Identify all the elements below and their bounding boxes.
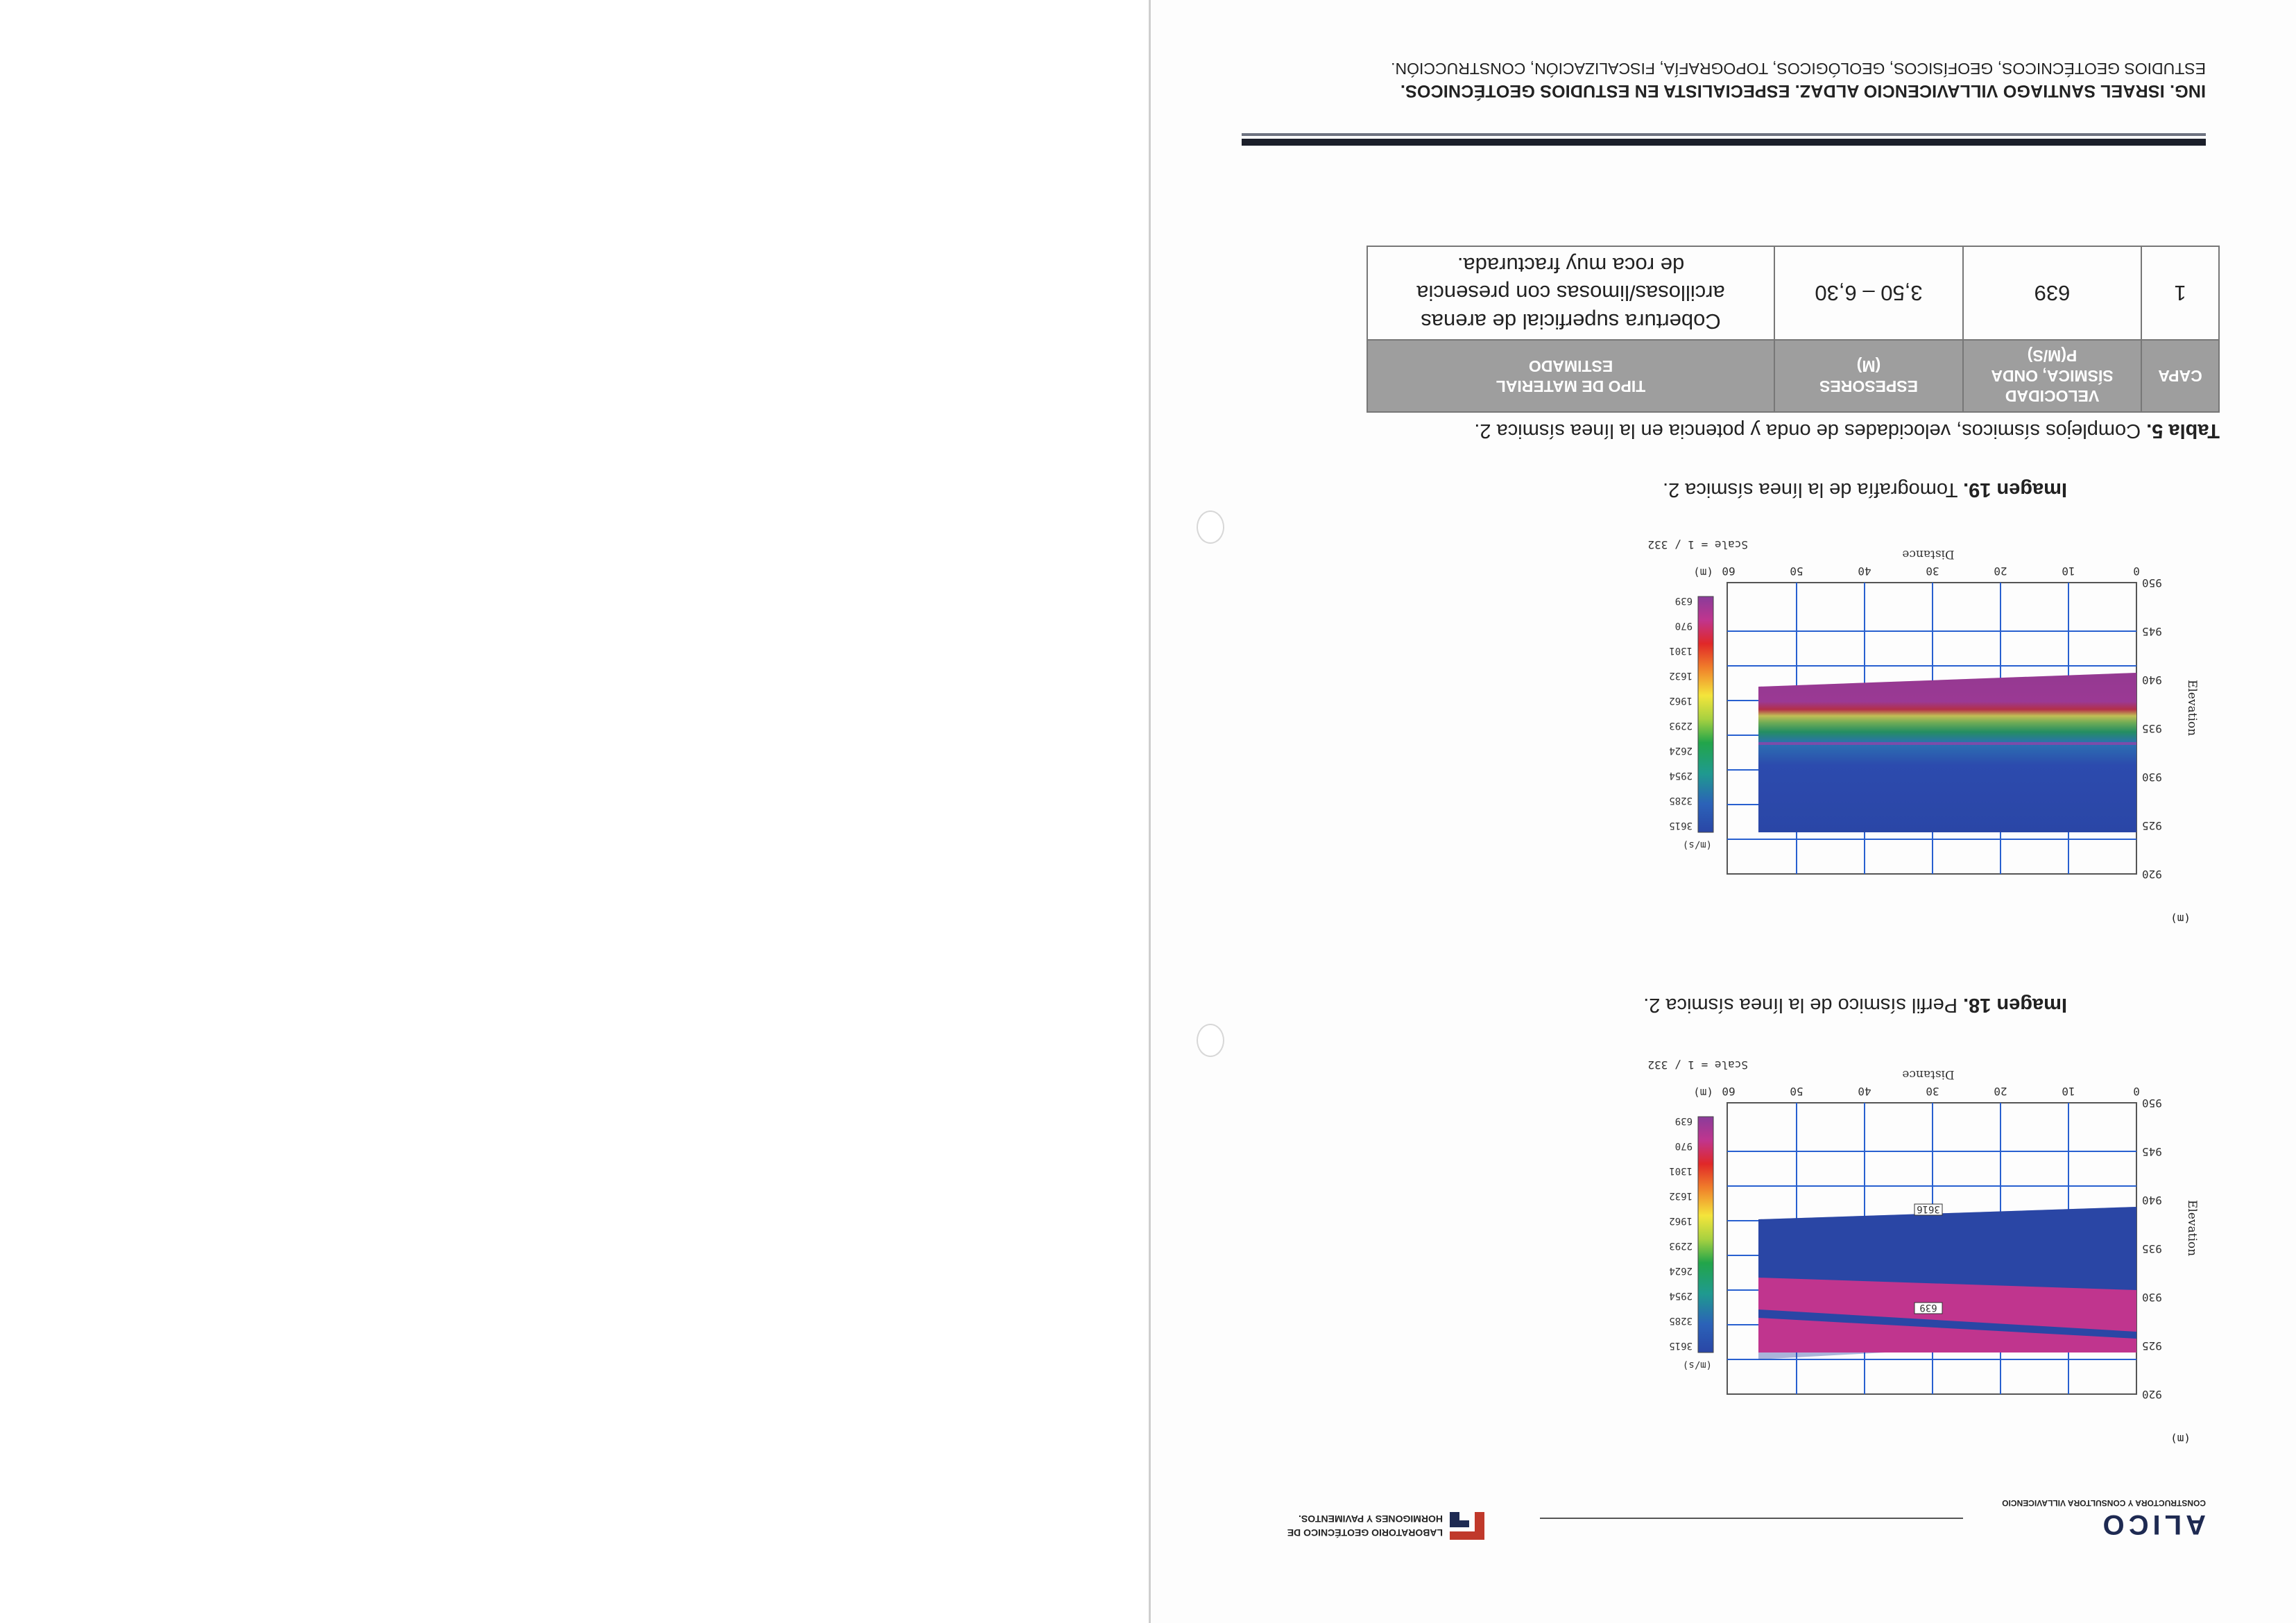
y-tick: 940 bbox=[2142, 673, 2162, 687]
y-tick: 930 bbox=[2142, 1291, 2162, 1304]
tomo-x-ticks bbox=[1722, 565, 2139, 578]
header-services: ESTUDIOS GEOTÉCNICOS, GEOFÍSICOS, GEOLÓGICOS, TOPOGRAFÍA, FISCALIZACIÓN, CONSTRUCCIÓN. bbox=[1391, 60, 2206, 78]
x-tick: 0 bbox=[2133, 1085, 2140, 1098]
legend-value: 2954 bbox=[1669, 1290, 1693, 1301]
legend-value: 3285 bbox=[1669, 795, 1693, 806]
x-tick: 0 bbox=[2133, 565, 2140, 578]
y-tick: 920 bbox=[2142, 868, 2162, 881]
profile-label-upper: 3616 bbox=[1917, 1203, 1940, 1214]
legend-value: 1962 bbox=[1669, 1215, 1693, 1226]
rotated-sheet bbox=[1151, 0, 2296, 1623]
tomography-figure bbox=[1647, 520, 2162, 929]
x-tick: 10 bbox=[2062, 565, 2075, 578]
x-tick: 60 bbox=[1722, 1085, 1736, 1098]
tomo-overlay bbox=[1758, 673, 2136, 832]
y-tick: 935 bbox=[2142, 1242, 2162, 1255]
y-tick: 925 bbox=[2142, 819, 2162, 832]
legend-value: 639 bbox=[1674, 1115, 1693, 1126]
figure-19-caption: Imagen 19. Tomografía de la línea sísmica 2. bbox=[1663, 479, 2067, 501]
profile-y-ticks bbox=[2142, 1097, 2162, 1401]
elevation-label-wrap bbox=[2178, 680, 2199, 737]
footer-left-line2: HORMIGONES Y PAVIMENTOS. bbox=[1299, 1513, 1443, 1525]
cell-velocidad: 639 bbox=[1963, 246, 2141, 340]
x-tick: 10 bbox=[2062, 1085, 2075, 1098]
scale-label: Scale = 1 / 332 bbox=[1647, 1058, 1748, 1072]
table-header-row bbox=[1367, 340, 2219, 412]
footer-right-line1: CONSTRUCTORA Y CONSULTORA VILLAVICENCIO bbox=[2002, 1498, 2206, 1508]
y-tick: 950 bbox=[2142, 576, 2162, 590]
legend-value: 970 bbox=[1674, 1140, 1693, 1151]
x-tick: 60 bbox=[1722, 565, 1736, 578]
x-unit: (m) bbox=[1693, 566, 1713, 579]
y-unit: (m) bbox=[2170, 912, 2191, 925]
table-5 bbox=[1367, 246, 2220, 413]
header-rule bbox=[1242, 133, 2206, 136]
x-unit: (m) bbox=[1693, 1086, 1713, 1099]
y-tick: 920 bbox=[2142, 1388, 2162, 1401]
x-tick: 20 bbox=[1994, 1085, 2007, 1098]
legend-value: 2624 bbox=[1669, 745, 1693, 756]
legend-value: 1632 bbox=[1669, 670, 1693, 681]
header-title: ING. ISRAEL SANTIAGO VILLAVICENCIO ALDAZ. ESPECIALISTA EN ESTUDIOS GEOTÉCNICOS. bbox=[1400, 81, 2206, 101]
profile-label-lower: 639 bbox=[1919, 1302, 1937, 1313]
legend-value: 2624 bbox=[1669, 1265, 1693, 1276]
legend-value: 2954 bbox=[1669, 770, 1693, 781]
x-tick: 40 bbox=[1858, 1085, 1871, 1098]
legend-value: 2293 bbox=[1669, 720, 1693, 731]
profile-x-ticks bbox=[1722, 1085, 2139, 1098]
tomo-legend-values bbox=[1669, 595, 1693, 831]
col-velocidad: VELOCIDAD SÍSMICA, ONDA P(M/S) bbox=[1963, 340, 2141, 412]
table-5-caption: Tabla 5. Complejos sísmicos, velocidades de onda y potencia en la línea sísmica 2. bbox=[1474, 420, 2220, 442]
legend-value: 3285 bbox=[1669, 1315, 1693, 1326]
x-tick: 50 bbox=[1790, 1085, 1804, 1098]
x-tick: 30 bbox=[1926, 565, 1939, 578]
footer-left-line1: LABORATORIO GEOTÉCNICO DE bbox=[1287, 1527, 1443, 1538]
x-axis-label: Distance bbox=[1902, 1067, 1955, 1081]
tomo-y-ticks bbox=[2142, 576, 2162, 881]
legend-value: 1632 bbox=[1669, 1190, 1693, 1201]
scale-label: Scale = 1 / 332 bbox=[1647, 538, 1748, 551]
col-espesores: ESPESORES (M) bbox=[1774, 340, 1963, 412]
table-row bbox=[1367, 246, 2219, 340]
footer-rule bbox=[1540, 1518, 1963, 1519]
y-tick: 940 bbox=[2142, 1194, 2162, 1207]
figure-18-caption: Imagen 18. Perfil sísmico de la línea sísmica 2. bbox=[1643, 994, 2067, 1016]
tomo-legend-bar bbox=[1698, 596, 1713, 832]
legend-value: 970 bbox=[1674, 620, 1693, 631]
x-tick: 50 bbox=[1790, 565, 1804, 578]
seismic-profile-figure bbox=[1647, 1040, 2162, 1450]
footer-right-logo: ALICO bbox=[2098, 1509, 2206, 1540]
footer-left-logo bbox=[1450, 1512, 1484, 1540]
cell-tipo-material: Cobertura superficial de arenas arcillosas/limosas con presencia de roca muy fracturada. bbox=[1367, 246, 1774, 340]
y-tick: 930 bbox=[2142, 771, 2162, 784]
header-rule bbox=[1242, 139, 2206, 146]
y-axis-label: Elevation bbox=[2185, 680, 2199, 737]
scanned-page bbox=[1149, 0, 2296, 1623]
col-capa: CAPA bbox=[2141, 340, 2219, 412]
cell-capa: 1 bbox=[2141, 246, 2219, 340]
y-axis-label: Elevation bbox=[2185, 1200, 2199, 1257]
y-tick: 945 bbox=[2142, 1145, 2162, 1158]
y-tick: 925 bbox=[2142, 1339, 2162, 1352]
y-tick: 950 bbox=[2142, 1097, 2162, 1110]
x-tick: 20 bbox=[1994, 565, 2007, 578]
col-tipo-material: TIPO DE MATERIAL ESTIMADO bbox=[1367, 340, 1774, 412]
legend-value: 1301 bbox=[1669, 645, 1693, 656]
x-axis-label: Distance bbox=[1902, 547, 1955, 561]
cell-espesor: 3,50 – 6,30 bbox=[1774, 246, 1963, 340]
x-tick: 30 bbox=[1926, 1085, 1939, 1098]
legend-value: 3615 bbox=[1669, 1340, 1693, 1351]
y-tick: 935 bbox=[2142, 722, 2162, 735]
legend-unit: (m/s) bbox=[1682, 1359, 1712, 1371]
legend-value: 1301 bbox=[1669, 1165, 1693, 1176]
legend-value: 2293 bbox=[1669, 1240, 1693, 1251]
profile-legend-values bbox=[1669, 1115, 1693, 1351]
legend-value: 1962 bbox=[1669, 695, 1693, 706]
y-unit: (m) bbox=[2170, 1432, 2191, 1445]
y-tick: 945 bbox=[2142, 625, 2162, 638]
legend-value: 3615 bbox=[1669, 820, 1693, 831]
legend-unit: (m/s) bbox=[1682, 839, 1712, 850]
elevation-label-wrap bbox=[2178, 1200, 2199, 1257]
x-tick: 40 bbox=[1858, 565, 1871, 578]
legend-value: 639 bbox=[1674, 595, 1693, 606]
profile-legend-bar bbox=[1698, 1117, 1713, 1352]
